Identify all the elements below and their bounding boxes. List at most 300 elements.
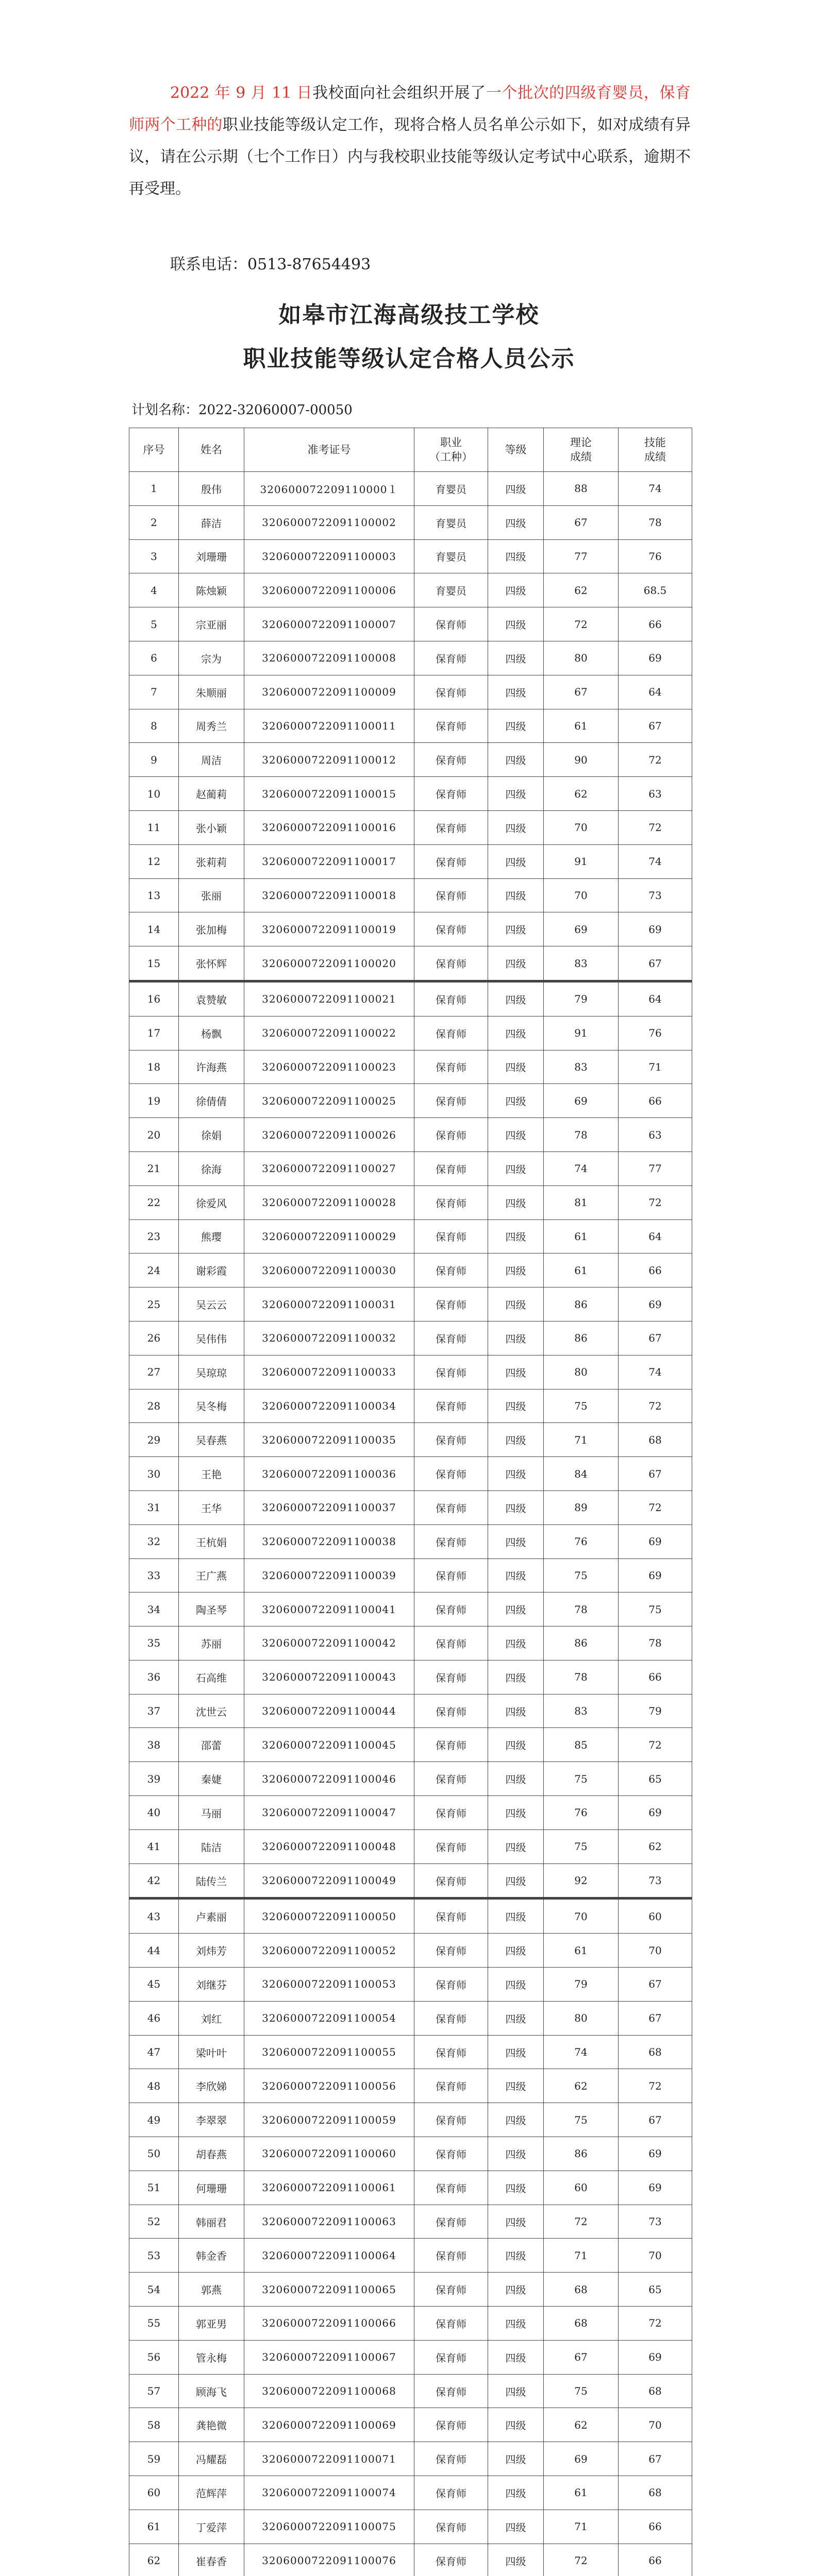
table-row [129, 1185, 692, 1219]
cell-name: 陈烛颖 [179, 573, 244, 607]
cell-level: 四级 [488, 2205, 544, 2239]
cell-skill-score: 67 [619, 1321, 692, 1355]
cell-level: 四级 [488, 2239, 544, 2273]
cell-seq: 27 [129, 1355, 179, 1389]
cell-skill-score: 66 [619, 2544, 692, 2576]
cell-level: 四级 [488, 1457, 544, 1491]
table-row [129, 2476, 692, 2510]
cell-name: 徐娟 [179, 1118, 244, 1152]
cell-seq: 49 [129, 2103, 179, 2137]
cell-job: 保育师 [414, 981, 488, 1016]
cell-level: 四级 [488, 2307, 544, 2341]
cell-skill-score: 68 [619, 1423, 692, 1457]
cell-skill-score: 72 [619, 743, 692, 777]
cell-seq: 57 [129, 2374, 179, 2408]
cell-exam-id: 3206000722091100003 [244, 539, 414, 573]
cell-name: 吴冬梅 [179, 1389, 244, 1423]
cell-exam-id: 3206000722091100064 [244, 2239, 414, 2273]
cell-job: 保育师 [414, 2510, 488, 2544]
cell-exam-id: 3206000722091100054 [244, 2001, 414, 2035]
cell-job: 保育师 [414, 2103, 488, 2137]
cell-skill-score: 78 [619, 1626, 692, 1660]
cell-seq: 61 [129, 2510, 179, 2544]
cell-theory-score: 83 [544, 1050, 619, 1084]
cell-job: 育婴员 [414, 505, 488, 539]
cell-level: 四级 [488, 1762, 544, 1796]
cell-seq: 7 [129, 675, 179, 709]
cell-level: 四级 [488, 981, 544, 1016]
table-row [129, 1084, 692, 1118]
cell-name: 许海燕 [179, 1050, 244, 1084]
cell-exam-id: 320600072209110000１ [244, 472, 414, 506]
cell-job: 保育师 [414, 1694, 488, 1728]
cell-theory-score: 70 [544, 810, 619, 844]
cell-level: 四级 [488, 1287, 544, 1321]
cell-exam-id: 3206000722091100012 [244, 743, 414, 777]
cell-level: 四级 [488, 946, 544, 981]
cell-job: 保育师 [414, 1863, 488, 1899]
cell-seq: 62 [129, 2544, 179, 2576]
cell-exam-id: 3206000722091100046 [244, 1762, 414, 1796]
table-row [129, 1321, 692, 1355]
cell-skill-score: 66 [619, 1084, 692, 1118]
table-row [129, 2171, 692, 2205]
notice-paragraph [129, 77, 691, 205]
cell-skill-score: 68 [619, 2035, 692, 2069]
header-level: 等级 [488, 428, 544, 472]
notice-text-2: 职业技能等级认定工作，现将合格人员名单公示如下，如对成绩有异议，请在公示期（七个工作日）内与我校职业技能等级认定考试中心联系，逾期不再受理。 [129, 116, 691, 198]
cell-level: 四级 [488, 1355, 544, 1389]
cell-level: 四级 [488, 2510, 544, 2544]
table-row [129, 675, 692, 709]
cell-theory-score: 74 [544, 1151, 619, 1185]
cell-exam-id: 3206000722091100020 [244, 946, 414, 981]
cell-exam-id: 3206000722091100044 [244, 1694, 414, 1728]
cell-job: 保育师 [414, 1457, 488, 1491]
cell-seq: 29 [129, 1423, 179, 1457]
cell-theory-score: 78 [544, 1660, 619, 1694]
cell-name: 刘珊珊 [179, 539, 244, 573]
cell-level: 四级 [488, 2374, 544, 2408]
header-theory [544, 428, 619, 472]
cell-name: 梁叶叶 [179, 2035, 244, 2069]
cell-job: 保育师 [414, 844, 488, 878]
cell-seq: 9 [129, 743, 179, 777]
cell-theory-score: 67 [544, 2340, 619, 2374]
cell-seq: 11 [129, 810, 179, 844]
table-row [129, 1694, 692, 1728]
table-row [129, 1796, 692, 1830]
table-header-row [129, 428, 692, 472]
table-row [129, 2340, 692, 2374]
cell-theory-score: 62 [544, 777, 619, 811]
cell-exam-id: 3206000722091100027 [244, 1151, 414, 1185]
table-row [129, 1118, 692, 1152]
table-row [129, 1423, 692, 1457]
cell-job: 保育师 [414, 810, 488, 844]
cell-seq: 26 [129, 1321, 179, 1355]
cell-seq: 58 [129, 2408, 179, 2442]
cell-job: 保育师 [414, 1934, 488, 1968]
cell-job: 保育师 [414, 743, 488, 777]
cell-exam-id: 3206000722091100033 [244, 1355, 414, 1389]
cell-skill-score: 70 [619, 2408, 692, 2442]
cell-skill-score: 77 [619, 1151, 692, 1185]
cell-name: 崔春香 [179, 2544, 244, 2576]
cell-theory-score: 76 [544, 1796, 619, 1830]
cell-theory-score: 60 [544, 2171, 619, 2205]
cell-skill-score: 64 [619, 675, 692, 709]
header-theory-line2: 成绩 [570, 451, 592, 463]
plan-number: 计划名称：2022-32060007-00050 [131, 402, 353, 418]
table-row [129, 1968, 692, 2002]
cell-name: 秦婕 [179, 1762, 244, 1796]
cell-job: 保育师 [414, 1050, 488, 1084]
cell-skill-score: 69 [619, 1796, 692, 1830]
cell-job: 保育师 [414, 709, 488, 743]
cell-level: 四级 [488, 675, 544, 709]
cell-exam-id: 3206000722091100076 [244, 2544, 414, 2576]
cell-seq: 28 [129, 1389, 179, 1423]
cell-seq: 17 [129, 1016, 179, 1050]
cell-job: 保育师 [414, 912, 488, 946]
results-table [129, 428, 692, 2576]
cell-level: 四级 [488, 743, 544, 777]
cell-level: 四级 [488, 539, 544, 573]
cell-level: 四级 [488, 1253, 544, 1287]
table-row [129, 2374, 692, 2408]
table-row [129, 1355, 692, 1389]
cell-skill-score: 67 [619, 709, 692, 743]
cell-job: 保育师 [414, 675, 488, 709]
cell-theory-score: 67 [544, 505, 619, 539]
cell-theory-score: 81 [544, 1185, 619, 1219]
table-row [129, 777, 692, 811]
cell-skill-score: 63 [619, 777, 692, 811]
cell-level: 四级 [488, 2035, 544, 2069]
cell-seq: 21 [129, 1151, 179, 1185]
cell-skill-score: 69 [619, 2137, 692, 2171]
cell-exam-id: 3206000722091100075 [244, 2510, 414, 2544]
cell-theory-score: 69 [544, 2442, 619, 2476]
cell-seq: 15 [129, 946, 179, 981]
table-row [129, 641, 692, 675]
cell-seq: 19 [129, 1084, 179, 1118]
cell-theory-score: 68 [544, 2307, 619, 2341]
cell-theory-score: 68 [544, 2273, 619, 2307]
cell-job: 保育师 [414, 1423, 488, 1457]
cell-seq: 56 [129, 2340, 179, 2374]
cell-name: 何珊珊 [179, 2171, 244, 2205]
cell-skill-score: 60 [619, 1899, 692, 1934]
cell-name: 吴云云 [179, 1287, 244, 1321]
cell-name: 张怀辉 [179, 946, 244, 981]
cell-level: 四级 [488, 1219, 544, 1253]
cell-seq: 3 [129, 539, 179, 573]
cell-name: 龚艳微 [179, 2408, 244, 2442]
cell-job: 保育师 [414, 1355, 488, 1389]
cell-job: 保育师 [414, 2442, 488, 2476]
cell-level: 四级 [488, 2408, 544, 2442]
cell-level: 四级 [488, 1796, 544, 1830]
header-id: 准考证号 [244, 428, 414, 472]
cell-name: 王杭娟 [179, 1524, 244, 1558]
cell-exam-id: 3206000722091100016 [244, 810, 414, 844]
cell-name: 胡春燕 [179, 2137, 244, 2171]
cell-name: 陆洁 [179, 1829, 244, 1863]
cell-job: 保育师 [414, 1968, 488, 2002]
cell-skill-score: 79 [619, 1694, 692, 1728]
notice-text-1: 我校面向社会组织开展了 [312, 84, 486, 102]
cell-level: 四级 [488, 1660, 544, 1694]
table-row [129, 2103, 692, 2137]
cell-exam-id: 3206000722091100052 [244, 1934, 414, 1968]
cell-seq: 36 [129, 1660, 179, 1694]
cell-exam-id: 3206000722091100049 [244, 1863, 414, 1899]
cell-job: 保育师 [414, 1829, 488, 1863]
cell-job: 育婴员 [414, 539, 488, 573]
cell-skill-score: 72 [619, 1389, 692, 1423]
cell-seq: 52 [129, 2205, 179, 2239]
cell-theory-score: 92 [544, 1863, 619, 1899]
cell-name: 殷伟 [179, 472, 244, 506]
cell-exam-id: 3206000722091100026 [244, 1118, 414, 1152]
cell-skill-score: 63 [619, 1118, 692, 1152]
cell-seq: 53 [129, 2239, 179, 2273]
cell-seq: 30 [129, 1457, 179, 1491]
table-row [129, 1558, 692, 1592]
cell-skill-score: 70 [619, 2239, 692, 2273]
cell-skill-score: 67 [619, 1457, 692, 1491]
header-theory-line1: 理论 [570, 436, 592, 449]
cell-job: 保育师 [414, 777, 488, 811]
cell-skill-score: 74 [619, 1355, 692, 1389]
cell-exam-id: 3206000722091100042 [244, 1626, 414, 1660]
cell-job: 保育师 [414, 2307, 488, 2341]
cell-theory-score: 61 [544, 1253, 619, 1287]
cell-exam-id: 3206000722091100061 [244, 2171, 414, 2205]
cell-theory-score: 67 [544, 675, 619, 709]
school-name: 如皋市江海高级技工学校 [278, 302, 540, 328]
cell-seq: 38 [129, 1728, 179, 1762]
cell-skill-score: 72 [619, 2307, 692, 2341]
cell-exam-id: 3206000722091100034 [244, 1389, 414, 1423]
table-row [129, 2442, 692, 2476]
cell-name: 王广燕 [179, 1558, 244, 1592]
cell-seq: 10 [129, 777, 179, 811]
cell-theory-score: 80 [544, 2001, 619, 2035]
table-row [129, 2544, 692, 2576]
cell-theory-score: 91 [544, 844, 619, 878]
cell-skill-score: 69 [619, 1524, 692, 1558]
cell-theory-score: 86 [544, 1321, 619, 1355]
cell-exam-id: 3206000722091100038 [244, 1524, 414, 1558]
cell-level: 四级 [488, 2069, 544, 2103]
cell-seq: 48 [129, 2069, 179, 2103]
cell-exam-id: 3206000722091100028 [244, 1185, 414, 1219]
cell-seq: 22 [129, 1185, 179, 1219]
cell-level: 四级 [488, 1524, 544, 1558]
cell-skill-score: 78 [619, 505, 692, 539]
cell-job: 保育师 [414, 1084, 488, 1118]
table-row [129, 844, 692, 878]
cell-theory-score: 71 [544, 2510, 619, 2544]
cell-theory-score: 76 [544, 1524, 619, 1558]
cell-theory-score: 86 [544, 1626, 619, 1660]
cell-theory-score: 70 [544, 878, 619, 912]
cell-level: 四级 [488, 1934, 544, 1968]
cell-level: 四级 [488, 2001, 544, 2035]
table-row [129, 505, 692, 539]
cell-skill-score: 67 [619, 946, 692, 981]
cell-skill-score: 67 [619, 2001, 692, 2035]
cell-seq: 20 [129, 1118, 179, 1152]
table-row [129, 1389, 692, 1423]
cell-skill-score: 69 [619, 1287, 692, 1321]
cell-name: 朱顺丽 [179, 675, 244, 709]
cell-name: 范辉萍 [179, 2476, 244, 2510]
cell-theory-score: 75 [544, 1389, 619, 1423]
cell-seq: 50 [129, 2137, 179, 2171]
cell-seq: 54 [129, 2273, 179, 2307]
cell-name: 李欣娣 [179, 2069, 244, 2103]
cell-name: 刘炜芳 [179, 1934, 244, 1968]
cell-skill-score: 76 [619, 539, 692, 573]
cell-level: 四级 [488, 2137, 544, 2171]
table-row [129, 709, 692, 743]
cell-exam-id: 3206000722091100017 [244, 844, 414, 878]
cell-job: 保育师 [414, 1016, 488, 1050]
cell-level: 四级 [488, 709, 544, 743]
cell-level: 四级 [488, 1694, 544, 1728]
cell-theory-score: 75 [544, 1558, 619, 1592]
cell-job: 保育师 [414, 1592, 488, 1626]
cell-job: 保育师 [414, 1389, 488, 1423]
table-row [129, 1490, 692, 1524]
cell-skill-score: 73 [619, 2205, 692, 2239]
cell-name: 刘红 [179, 2001, 244, 2035]
cell-theory-score: 61 [544, 2476, 619, 2510]
table-row [129, 2205, 692, 2239]
cell-name: 张加梅 [179, 912, 244, 946]
table-row [129, 1899, 692, 1934]
cell-theory-score: 83 [544, 1694, 619, 1728]
cell-theory-score: 90 [544, 743, 619, 777]
cell-theory-score: 75 [544, 2103, 619, 2137]
cell-level: 四级 [488, 1389, 544, 1423]
table-row [129, 1457, 692, 1491]
cell-level: 四级 [488, 878, 544, 912]
table-row [129, 1287, 692, 1321]
cell-skill-score: 66 [619, 2510, 692, 2544]
cell-name: 陶圣琴 [179, 1592, 244, 1626]
cell-skill-score: 76 [619, 1016, 692, 1050]
cell-seq: 46 [129, 2001, 179, 2035]
cell-name: 吴春燕 [179, 1423, 244, 1457]
cell-name: 韩金香 [179, 2239, 244, 2273]
cell-seq: 39 [129, 1762, 179, 1796]
cell-exam-id: 3206000722091100043 [244, 1660, 414, 1694]
cell-job: 保育师 [414, 2374, 488, 2408]
cell-theory-score: 75 [544, 1762, 619, 1796]
table-row [129, 607, 692, 641]
cell-exam-id: 3206000722091100060 [244, 2137, 414, 2171]
cell-theory-score: 80 [544, 641, 619, 675]
cell-level: 四级 [488, 777, 544, 811]
cell-seq: 35 [129, 1626, 179, 1660]
cell-name: 周洁 [179, 743, 244, 777]
cell-seq: 51 [129, 2171, 179, 2205]
cell-seq: 6 [129, 641, 179, 675]
cell-name: 薛洁 [179, 505, 244, 539]
cell-skill-score: 68 [619, 2374, 692, 2408]
cell-seq: 14 [129, 912, 179, 946]
table-row [129, 1829, 692, 1863]
table-row [129, 1151, 692, 1185]
cell-name: 宗亚丽 [179, 607, 244, 641]
contact-phone: 联系电话：0513-87654493 [170, 256, 371, 274]
cell-level: 四级 [488, 1592, 544, 1626]
table-row [129, 743, 692, 777]
header-seq: 序号 [129, 428, 179, 472]
cell-job: 保育师 [414, 2408, 488, 2442]
cell-name: 张小颖 [179, 810, 244, 844]
cell-level: 四级 [488, 607, 544, 641]
cell-seq: 18 [129, 1050, 179, 1084]
cell-level: 四级 [488, 1016, 544, 1050]
cell-level: 四级 [488, 1423, 544, 1457]
cell-name: 李翠翠 [179, 2103, 244, 2137]
cell-job: 保育师 [414, 2001, 488, 2035]
cell-exam-id: 3206000722091100009 [244, 675, 414, 709]
cell-theory-score: 61 [544, 709, 619, 743]
cell-level: 四级 [488, 2171, 544, 2205]
cell-skill-score: 68.5 [619, 573, 692, 607]
table-row [129, 1762, 692, 1796]
cell-level: 四级 [488, 1863, 544, 1899]
cell-theory-score: 77 [544, 539, 619, 573]
cell-exam-id: 3206000722091100007 [244, 607, 414, 641]
cell-skill-score: 69 [619, 2340, 692, 2374]
cell-skill-score: 74 [619, 844, 692, 878]
cell-exam-id: 3206000722091100050 [244, 1899, 414, 1934]
notice-date: 2022 年 9 月 11 日 [170, 84, 313, 102]
cell-skill-score: 71 [619, 1050, 692, 1084]
cell-theory-score: 89 [544, 1490, 619, 1524]
cell-skill-score: 64 [619, 1219, 692, 1253]
cell-level: 四级 [488, 1151, 544, 1185]
cell-exam-id: 3206000722091100030 [244, 1253, 414, 1287]
cell-job: 保育师 [414, 2137, 488, 2171]
cell-exam-id: 3206000722091100018 [244, 878, 414, 912]
cell-exam-id: 3206000722091100039 [244, 1558, 414, 1592]
cell-name: 熊璎 [179, 1219, 244, 1253]
cell-job: 保育师 [414, 2340, 488, 2374]
cell-exam-id: 3206000722091100015 [244, 777, 414, 811]
cell-skill-score: 69 [619, 641, 692, 675]
cell-level: 四级 [488, 1899, 544, 1934]
header-skill-line2: 成绩 [644, 451, 666, 463]
table-row [129, 946, 692, 981]
cell-level: 四级 [488, 472, 544, 506]
table-row [129, 878, 692, 912]
cell-name: 卢素丽 [179, 1899, 244, 1934]
cell-seq: 34 [129, 1592, 179, 1626]
cell-skill-score: 69 [619, 1558, 692, 1592]
cell-name: 张莉莉 [179, 844, 244, 878]
table-body [129, 472, 692, 2576]
cell-level: 四级 [488, 2103, 544, 2137]
